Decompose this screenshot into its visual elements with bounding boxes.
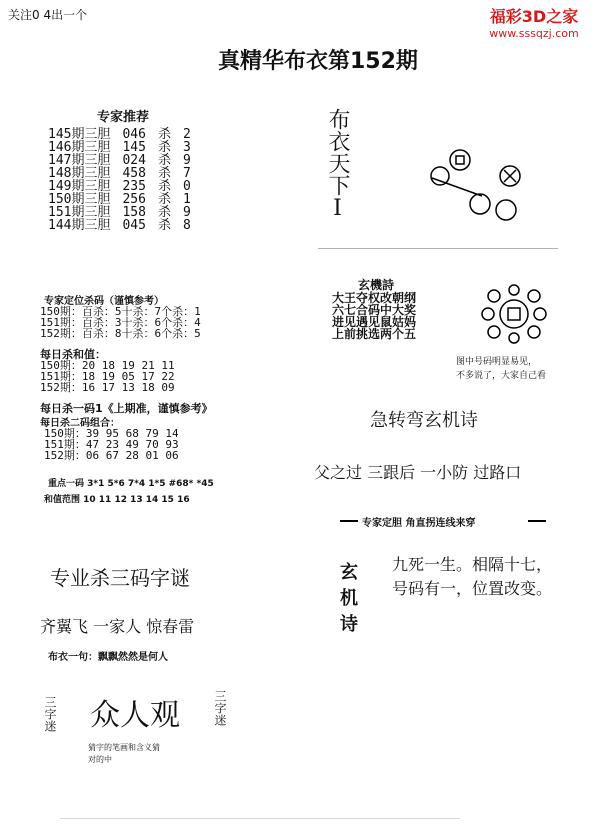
expert-nums: 256 [122, 192, 146, 207]
daily-one-title: 每日杀一码1《上期准，谨慎参考》 [40, 402, 213, 415]
expert-k: 3 [182, 140, 191, 155]
brand-url: www.sssqzj.com [489, 27, 579, 40]
riddle-left-label: 三字迷 [43, 696, 57, 732]
divider [318, 248, 558, 249]
xuanji-vertical: 玄机诗 [337, 562, 358, 640]
position-kill-row: 152期：百杀：8十杀：6个杀：5 [40, 327, 201, 340]
daily-one-rows [44, 428, 179, 461]
page-title: 真精华布衣第152期 [218, 49, 418, 74]
expert-period: 149期三胆 [48, 179, 111, 194]
daily-one-row: 152期：06 67 28 01 06 [44, 449, 179, 462]
daily-one-row: 151期：47 23 49 70 93 [44, 438, 179, 451]
daily-kill-rows [40, 360, 175, 393]
position-kill-title: 专家定位杀码（谨慎参考） [44, 296, 164, 307]
expert-period: 146期三胆 [48, 140, 111, 155]
xuanji-poem [332, 292, 416, 340]
riddle-right-label: 三字迷 [213, 690, 227, 726]
expert-period: 150期三胆 [48, 192, 111, 207]
xuanji-title: 玄機詩 [358, 278, 395, 292]
expert-period: 144期三胆 [48, 218, 111, 233]
expert-nums: 045 [122, 218, 146, 233]
expert-nums: 024 [122, 153, 146, 168]
riddle-line1: 齐翼飞 一家人 惊春雷 [40, 617, 195, 636]
expert-table [48, 128, 191, 232]
turn-title: 急转弯玄机诗 [370, 410, 478, 431]
expert-rows [48, 128, 191, 232]
expert-nums: 046 [122, 127, 146, 142]
expert-k: 0 [182, 179, 191, 194]
expert-nums: 235 [122, 179, 146, 194]
turn-line: 父之过 三跟后 一小防 过路口 [314, 463, 522, 482]
expert-k: 1 [182, 192, 191, 207]
dash-right [528, 520, 546, 522]
brand-name: 福彩3D之家 [489, 7, 579, 26]
expert-kill: 杀 [157, 218, 171, 233]
position-kill-row: 150期：百杀：5十杀：7个杀：1 [40, 305, 201, 318]
key-points: 重点一码 3*1 5*6 7*4 1*5 #68* *45 [48, 479, 214, 489]
expert-k: 7 [182, 166, 191, 181]
expert-nums: 458 [122, 166, 146, 181]
expert-period: 148期三胆 [48, 166, 111, 181]
expert-nums: 158 [122, 205, 146, 220]
expert-k: 9 [182, 153, 191, 168]
daily-kill-row: 152期：16 17 13 18 09 [40, 381, 175, 394]
expert-kill: 杀 [157, 205, 171, 220]
position-kill-rows [40, 306, 201, 339]
daily-kill-title: 每日杀和值： [40, 348, 106, 361]
expert-period: 151期三胆 [48, 205, 111, 220]
poem2-line2: 号码有一，位置改变。 [392, 579, 553, 598]
riddle-line2: 布衣一句：飘飘然然是何人 [48, 652, 168, 663]
daily-one-row: 150期：39 95 68 79 14 [44, 427, 179, 440]
expert-nums: 145 [122, 140, 146, 155]
poem2-line1: 九死一生。相隔十七， [392, 555, 553, 574]
expert-title: 专家推荐 [97, 110, 150, 125]
riddle-note-1: 猜字的笔画和含义猜 [88, 743, 160, 752]
daily-one-subtitle: 每日杀二码组合： [40, 418, 120, 429]
bottom-line [60, 818, 460, 819]
expert-kill: 杀 [157, 192, 171, 207]
dash-left [340, 520, 358, 522]
expert-kill: 杀 [157, 153, 171, 168]
coin-illustration-icon [420, 148, 530, 228]
poem-line: 六七合码中大奖 [332, 303, 417, 317]
hint-1: 图中号码明显易见， [456, 357, 538, 367]
expert-kill: 杀 [157, 127, 171, 142]
expert-row [48, 219, 191, 232]
expert-position: 专家定胆 角直拐连线来穿 [362, 518, 476, 529]
riddle-note-2: 对的中 [88, 755, 112, 764]
brand-logo [474, 4, 594, 40]
expert-period: 147期三胆 [48, 153, 111, 168]
daily-kill-row: 150期：20 18 19 21 11 [40, 359, 175, 372]
poem-line: 上前挑选两个五 [332, 327, 417, 341]
sum-range: 和值范围 10 11 12 13 14 15 16 [44, 495, 190, 505]
expert-k: 8 [182, 218, 191, 233]
header-note: 关注0 4出一个 [8, 8, 88, 22]
expert-kill: 杀 [157, 140, 171, 155]
hint-2: 不多说了，大家自己看 [456, 371, 547, 381]
expert-k: 2 [182, 127, 191, 142]
expert-kill: 杀 [157, 179, 171, 194]
position-kill-row: 151期：百杀：3十杀：6个杀：4 [40, 316, 201, 329]
expert-k: 9 [182, 205, 191, 220]
expert-kill: 杀 [157, 166, 171, 181]
poem-line: 进见遇见鼠姑妈 [332, 315, 417, 329]
bu-yi-vertical-title: 布衣天下I [325, 108, 350, 221]
coin-circle-icon [474, 282, 554, 346]
expert-period: 145期三胆 [48, 127, 111, 142]
daily-kill-row: 151期：18 19 05 17 22 [40, 370, 175, 383]
riddle-center-big: 众人观 [90, 698, 180, 733]
riddle-title: 专业杀三码字谜 [50, 566, 190, 590]
poem-line: 大王夺权改朝纲 [332, 291, 417, 305]
